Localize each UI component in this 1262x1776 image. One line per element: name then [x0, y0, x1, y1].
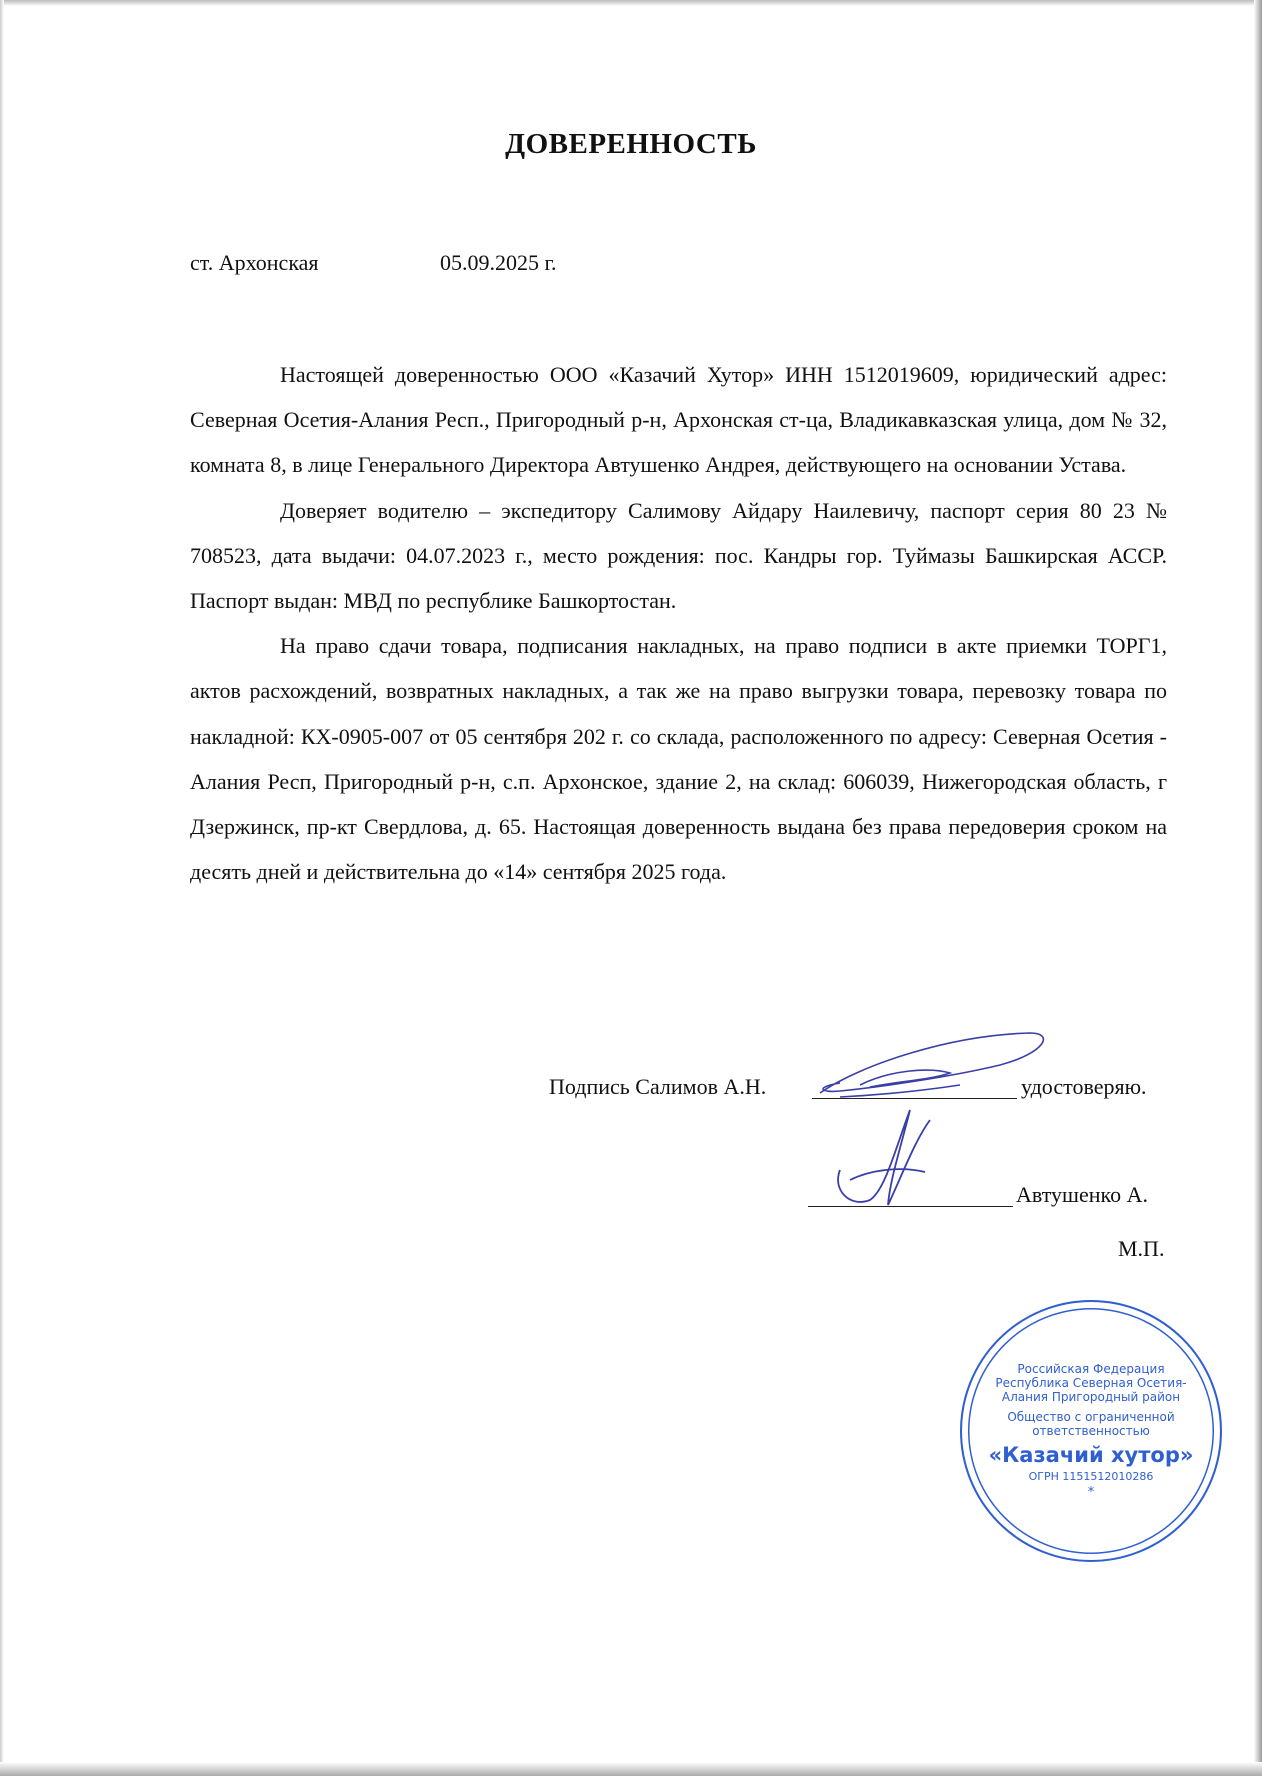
director-signature: [830, 1100, 950, 1220]
document-place: ст. Архонская: [190, 250, 319, 275]
scan-edge-bottom: [0, 1762, 1262, 1776]
scan-edge-left: [0, 0, 4, 1776]
document-body: [190, 352, 1167, 894]
company-stamp: [960, 1300, 1222, 1562]
stamp-outer-text: Российская Федерация Республика Северная Осетия-Алания Пригородный район: [995, 1362, 1187, 1404]
stamp-company-name: «Казачий хутор»: [988, 1443, 1194, 1467]
document-title: ДОВЕРЕННОСТЬ: [505, 128, 757, 160]
signature-label: Подпись Салимов А.Н.: [549, 1074, 767, 1099]
seal-place: М.П.: [1118, 1236, 1165, 1261]
scan-edge-right: [1254, 0, 1262, 1776]
stamp-inner-text: Общество с ограниченной ответственностью: [1007, 1410, 1175, 1438]
document-date: 05.09.2025 г.: [440, 250, 557, 275]
director-name: Автушенко А.: [1016, 1182, 1148, 1207]
paragraph-agent: Доверяет водителю – экспедитору Салимову Айдару Наилевичу, паспорт серия 80 23 № 708523, дата выдачи: 04.07.2023 г., место рождения: пос. Кандры гор. Туймазы Башкирская АССР. Паспорт выдан: МВД по республике Башкортостан.: [190, 497, 1167, 614]
paragraph-principal: Настоящей доверенностью ООО «Казачий Хутор» ИНН 1512019609, юридический адрес: Северная Осетия-Алания Респ., Пригородный р-н, Архонская ст-ца, Владикавказская улица, дом № 32, комната 8, в лице Генерального Директора Автушенко Андрея, действующего на основании Устава.: [190, 362, 1167, 478]
stamp-star-icon: *: [1087, 1485, 1095, 1500]
certify-text: удостоверяю.: [1021, 1074, 1147, 1099]
agent-signature: [800, 1025, 1060, 1105]
stamp-ogrn: ОГРН 1151512010286: [1028, 1470, 1154, 1483]
scan-edge-top: [0, 0, 1262, 6]
paragraph-powers: На право сдачи товара, подписания накладных, на право подписи в акте приемки ТОРГ1, актов расхождений, возвратных накладных, а так же на право выгрузки товара, перевозку товара по накладной: КХ-0905-007 от 05 сентября 202 г. со склада, расположенного по адресу: Северная Осетия - Алания Респ, Пригородный р-н, с.п. Архонское, здание 2, на склад: 606039, Нижегородская область, г Дзержинск, пр-кт Свердлова, д. 65. Настоящая доверенность выдана без права передоверия сроком на десять дней и действительна до «14» сентября 2025 года.: [190, 633, 1167, 885]
